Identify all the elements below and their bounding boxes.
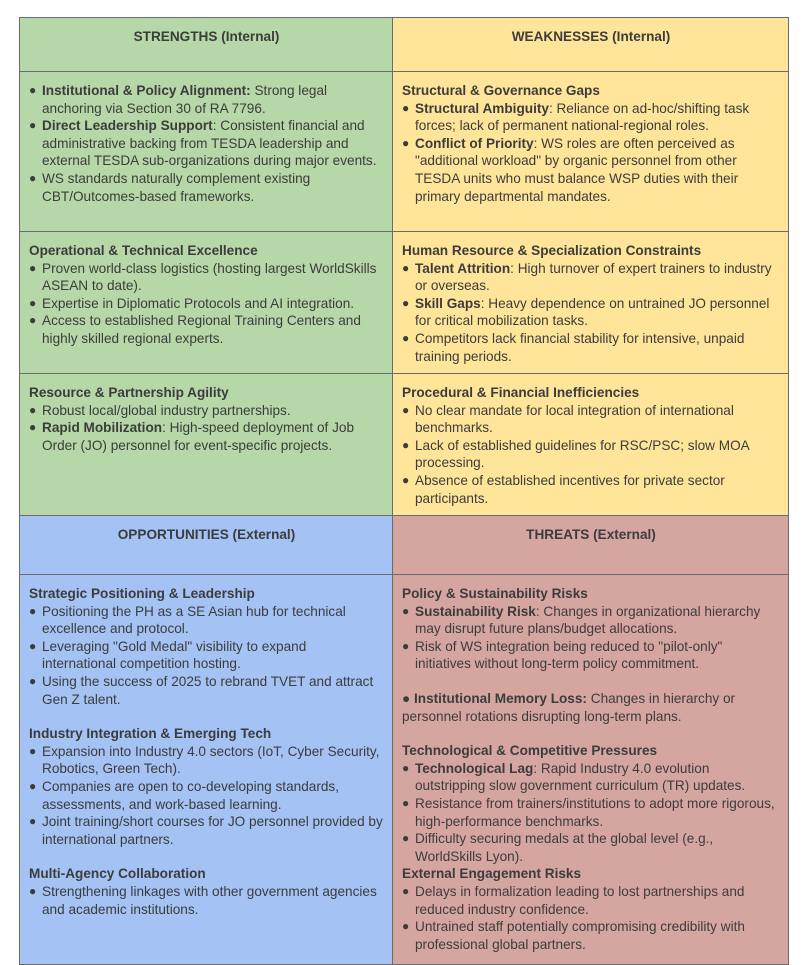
weaknesses-cell-procedural [393,374,789,516]
list-item [402,883,780,918]
section-title: Operational & Technical Excellence [29,243,258,258]
bullet-list [402,883,780,953]
item-text: Positioning the PH as a SE Asian hub for technical excellence and protocol. [42,603,346,637]
item-text: Resistance from trainers/institutions to adopt more rigorous, high-performance benchmarks. [415,795,775,829]
item-text: : Heavy dependence on untrained JO personnel for critical mobilization tasks. [415,295,770,329]
section-title: Resource & Partnership Agility [29,385,229,400]
bullet-list [29,603,384,709]
item-text: Delays in formalization leading to lost partnerships and reduced industry confidence. [415,883,745,917]
list-item [402,295,780,330]
list-item [29,419,384,454]
item-text: No clear mandate for local integration of international benchmarks. [415,402,734,436]
list-item [402,100,780,135]
list-item [29,883,384,918]
section-title: Technological & Competitive Pressures [402,743,658,759]
item-label: Direct Leadership Support [42,118,213,134]
internal-header-row [20,18,789,72]
bullet-list [402,100,780,206]
list-item [402,330,780,365]
item-text: Difficulty securing medals at the global level (e.g., WorldSkills Lyon). [415,831,714,864]
strengths-cell-policy [20,72,393,232]
item-label: Talent Attrition [415,260,511,276]
list-item [29,260,384,295]
opportunities-cell [20,575,393,965]
external-header-row [20,516,789,575]
item-label: Structural Ambiguity [415,100,549,116]
item-text: : Reliance on ad-hoc/shifting task forces; lack of permanent national-regional roles. [415,100,750,134]
item-text: Companies are open to co-developing standards, assessments, and work-based learning. [42,778,339,812]
list-item [402,638,780,673]
list-item [29,673,384,708]
strengths-cell-resource [20,374,393,516]
section-title: External Engagement Risks [402,866,582,882]
item-text: Proven world-class logistics (hosting largest WorldSkills ASEAN to date). [42,260,377,294]
item-label: Skill Gaps [415,295,481,311]
bullet-list [29,82,384,205]
weaknesses-cell-structural [393,72,789,232]
item-text: : Changes in organizational hierarchy may disrupt future plans/budget allocations. [415,603,761,637]
internal-row-3 [20,374,789,516]
list-item [402,603,780,638]
list-item [402,135,780,205]
list-item [402,918,780,953]
list-item [29,82,384,117]
item-label: Rapid Mobilization [42,420,163,436]
item-text: Untrained staff potentially compromising credibility with professional global partners. [415,919,745,952]
list-item [29,117,384,170]
list-item [29,813,384,848]
section-title: Procedural & Financial Inefficiencies [402,385,640,400]
bullet-list [29,402,384,455]
section-title: Strategic Positioning & Leadership [29,586,255,601]
weaknesses-header: WEAKNESSES (Internal) [393,18,789,72]
bullet-list [402,402,780,508]
bullet-list [29,883,384,918]
item-text: Expertise in Diplomatic Protocols and AI integration. [42,295,355,311]
strengths-header: STRENGTHS (Internal) [20,18,393,72]
spacer [402,725,780,742]
swot-table [19,17,789,965]
item-text: Using the success of 2025 to rebrand TVET and attract Gen Z talent. [42,673,374,707]
list-item [402,760,780,795]
item-text: Strong legal anchoring via Section 30 of RA 7796. [42,83,328,116]
list-item [402,472,780,507]
item-text: Expansion into Industry 4.0 sectors (IoT, Cyber Security, Robotics, Green Tech). [42,743,380,777]
list-item [29,778,384,813]
item-label: Institutional & Policy Alignment: [42,83,251,98]
list-item [29,402,384,420]
list-item [29,295,384,313]
item-text: Leveraging "Gold Medal" visibility to expand international competition hosting. [42,638,307,672]
internal-row-1 [20,72,789,232]
item-text: Lack of established guidelines for RSC/PSC; slow MOA processing. [415,437,749,471]
list-item [29,638,384,673]
item-label: Technological Lag [415,760,534,776]
opportunities-header: OPPORTUNITIES (External) [20,516,393,575]
item-text: Competitors lack financial stability for intensive, unpaid training periods. [415,330,745,364]
item-text: Changes in hierarchy or personnel rotations disrupting long-term plans. [402,690,736,724]
item-text: : High turnover of expert trainers to industry or overseas. [415,260,772,294]
section-title: Human Resource & Specialization Constraints [402,243,702,258]
list-item [402,402,780,437]
item-text: : Rapid Industry 4.0 evolution outstripping slow government curriculum (TR) updates. [415,760,746,794]
spacer [29,708,384,725]
item-text: Strengthening linkages with other government agencies and academic institutions. [42,883,377,917]
threats-header: THREATS (External) [393,516,789,575]
section-title: Multi-Agency Collaboration [29,866,206,882]
bullet-list [402,603,780,673]
bullet-list [402,260,780,366]
bullet-list [29,743,384,849]
section-title: Industry Integration & Emerging Tech [29,726,272,742]
threats-cell [393,575,789,965]
list-item [29,603,384,638]
item-text: Risk of WS integration being reduced to "pilot-only" initiatives without long-term policy commitment. [415,638,723,672]
list-item [402,830,780,865]
list-item [402,437,780,472]
item-text: : WS roles are often perceived as "additional workload" by organic personnel from other TESDA units who must balance WSP duties with their primary departmental mandates. [415,135,739,204]
bullet-list [29,260,384,348]
list-item [29,312,384,347]
item-text: : High-speed deployment of Job Order (JO) personnel for event-specific projects. [42,420,355,453]
item-text: Access to established Regional Training Centers and highly skilled regional experts. [42,313,361,346]
list-item [402,260,780,295]
item-text: Absence of established incentives for private sector participants. [415,472,725,506]
list-item [402,795,780,830]
memory-loss-paragraph: ● Institutional Memory Loss: Changes in hierarchy or personnel rotations disrupting long-term plans. [402,690,736,724]
item-text: Robust local/global industry partnerships. [42,402,291,418]
section-title: Policy & Sustainability Risks [402,586,588,601]
list-item [29,743,384,778]
item-label: Institutional Memory Loss: [414,690,587,706]
item-label: Conflict of Priority [415,135,534,151]
spacer [402,673,780,690]
section-title: Structural & Governance Gaps [402,83,600,98]
spacer [29,848,384,865]
external-row [20,575,789,965]
weaknesses-cell-hr [393,232,789,374]
bullet-list [402,760,780,866]
item-text: WS standards naturally complement existing CBT/Outcomes-based frameworks. [42,170,311,204]
list-item [29,170,384,205]
item-text: : Consistent financial and administrative backing from TESDA leadership and external TESDA sub-organizations during major events. [42,118,377,169]
item-label: Sustainability Risk [415,603,536,619]
strengths-cell-operational [20,232,393,374]
item-text: Joint training/short courses for JO personnel provided by international partners. [42,814,383,847]
internal-row-2 [20,232,789,374]
